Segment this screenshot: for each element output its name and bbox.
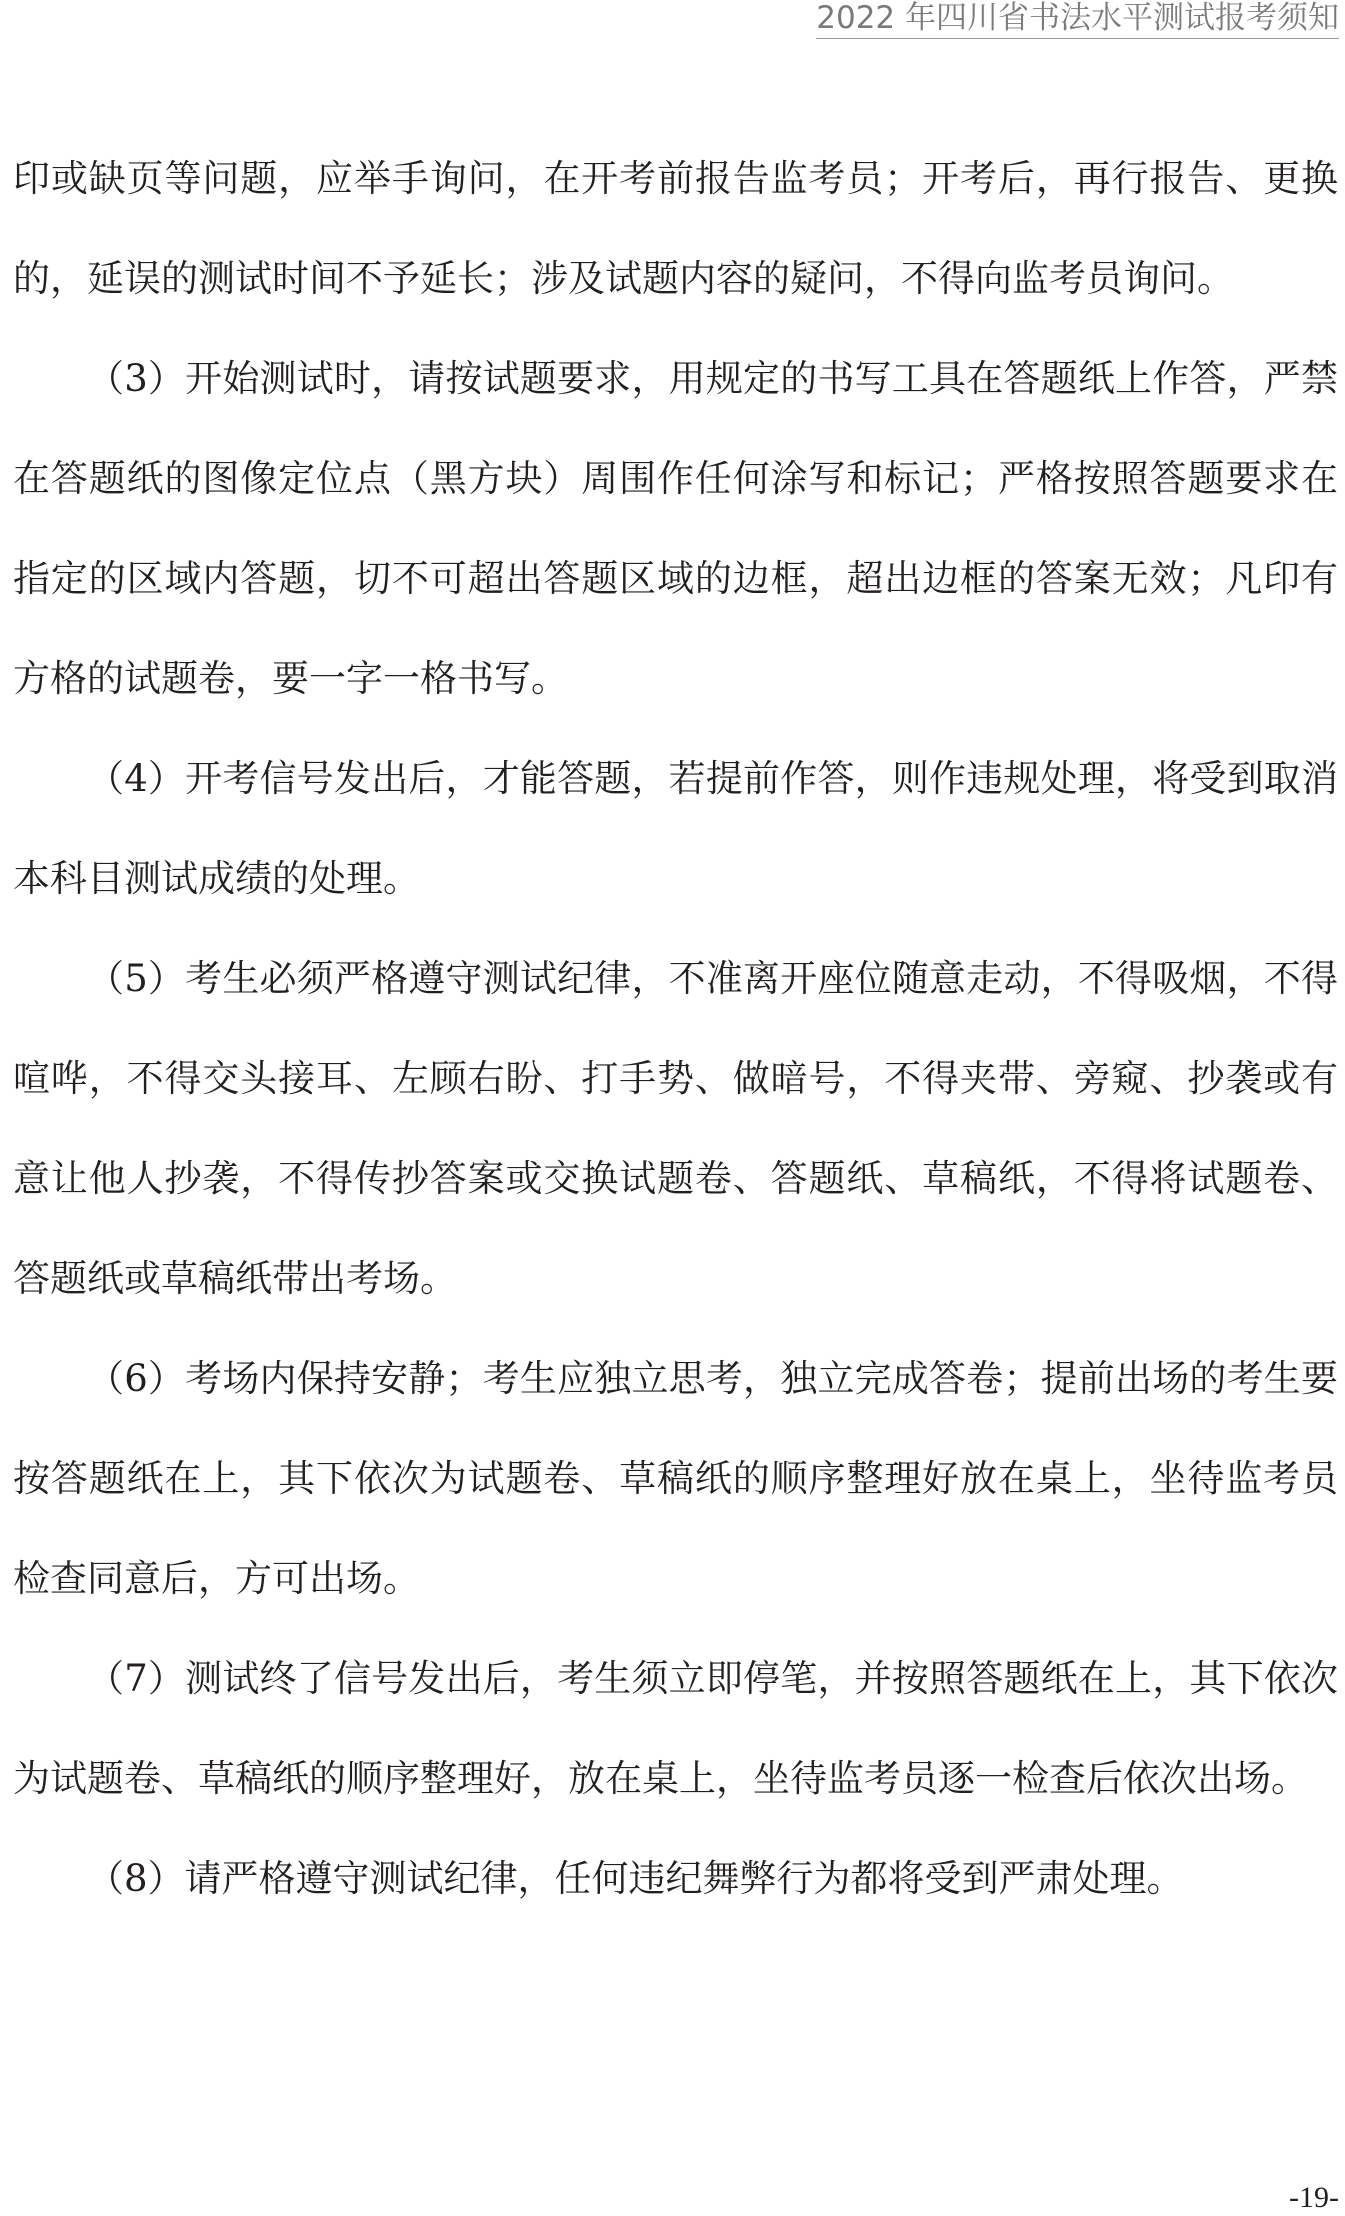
paragraph-item-4: （4）开考信号发出后，才能答题，若提前作答，则作违规处理，将受到取消本科目测试成绩的处理。 (13, 757, 1338, 900)
paragraph-item-3: （3）开始测试时，请按试题要求，用规定的书写工具在答题纸上作答，严禁在答题纸的图像定位点（黑方块）周围作任何涂写和标记；严格按照答题要求在指定的区域内答题，切不可超出答题区域的边框，超出边框的答案无效；凡印有方格的试题卷，要一字一格书写。 (13, 357, 1338, 700)
paragraph-item-5: （5）考生必须严格遵守测试纪律，不准离开座位随意走动，不得吸烟，不得喧哗，不得交头接耳、左顾右盼、打手势、做暗号，不得夹带、旁窥、抄袭或有意让他人抄袭，不得传抄答案或交换试题卷、答题纸、草稿纸，不得将试题卷、答题纸或草稿纸带出考场。 (13, 957, 1338, 1300)
paragraph-item-6: （6）考场内保持安静；考生应独立思考，独立完成答卷；提前出场的考生要按答题纸在上，其下依次为试题卷、草稿纸的顺序整理好放在桌上，坐待监考员检查同意后，方可出场。 (13, 1357, 1338, 1600)
paragraph-item-7: （7）测试终了信号发出后，考生须立即停笔，并按照答题纸在上，其下依次为试题卷、草稿纸的顺序整理好，放在桌上，坐待监考员逐一检查后依次出场。 (13, 1657, 1338, 1800)
running-header: 2022 年四川省书法水平测试报考须知 (816, 0, 1339, 39)
body-text (13, 129, 1338, 1929)
page-number: -19- (1289, 2181, 1339, 2214)
paragraph-continued: 印或缺页等问题，应举手询问，在开考前报告监考员；开考后，再行报告、更换的，延误的测试时间不予延长；涉及试题内容的疑问，不得向监考员询问。 (13, 157, 1338, 300)
paragraph-item-8: （8）请严格遵守测试纪律，任何违纪舞弊行为都将受到严肃处理。 (87, 1857, 1184, 1900)
